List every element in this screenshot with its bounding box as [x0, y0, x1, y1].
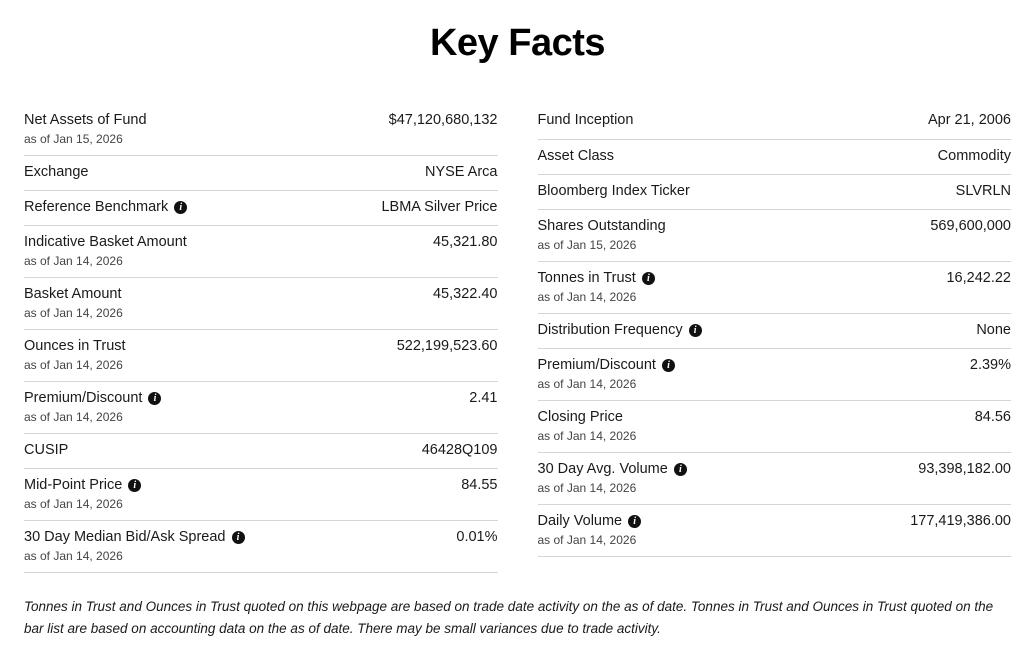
key-fact-asof-date: as of Jan 14, 2026: [537, 377, 637, 391]
key-fact-value: SLVRLN: [955, 183, 1011, 199]
key-fact-asof-date: as of Jan 14, 2026: [24, 306, 123, 320]
key-fact-label-line: [538, 408, 637, 427]
key-fact-row: [24, 109, 498, 156]
key-fact-label: 30 Day Median Bid/Ask Spread: [24, 529, 226, 545]
info-icon[interactable]: i: [662, 359, 675, 372]
key-fact-label-line: [24, 163, 89, 182]
key-fact-label-group: [24, 285, 133, 321]
info-icon[interactable]: i: [232, 531, 245, 544]
key-fact-label-line: [24, 528, 245, 547]
key-fact-label-line: [538, 182, 690, 201]
key-fact-label-group: [538, 512, 652, 548]
key-fact-asof-date: as of Jan 14, 2026: [24, 358, 123, 372]
key-fact-label-group: [538, 269, 665, 305]
key-fact-label-line: [24, 285, 123, 304]
key-fact-label-line: [538, 111, 634, 130]
key-fact-label-line: [538, 217, 666, 236]
key-fact-label: 30 Day Avg. Volume: [537, 461, 668, 477]
key-fact-value: 45,322.40: [432, 286, 498, 302]
key-fact-label: Mid-Point Price: [24, 477, 123, 493]
key-fact-label-line: [538, 460, 687, 479]
key-fact-label-line: [24, 441, 68, 460]
key-fact-row: [538, 109, 1012, 140]
key-fact-row: [538, 349, 1012, 401]
key-fact-label: Closing Price: [537, 409, 623, 425]
key-fact-row: [24, 330, 498, 382]
key-fact-label-group: [538, 182, 700, 201]
key-fact-asof-date: as of Jan 14, 2026: [537, 533, 637, 547]
key-fact-row: [538, 262, 1012, 314]
key-fact-label-group: [24, 111, 157, 147]
key-fact-label-line: [538, 321, 702, 340]
key-fact-label: Premium/Discount: [24, 390, 143, 406]
key-fact-row: [24, 434, 498, 469]
key-fact-value: 84.55: [461, 477, 498, 493]
key-fact-label-group: [24, 528, 255, 564]
key-fact-asof-date: as of Jan 14, 2026: [537, 481, 637, 495]
key-fact-label-line: [538, 356, 675, 375]
key-fact-value: 16,242.22: [946, 270, 1011, 286]
key-fact-label-group: [24, 233, 197, 269]
key-fact-label-group: [24, 198, 197, 217]
key-fact-value: 46428Q109: [421, 442, 498, 458]
key-fact-value: LBMA Silver Price: [381, 199, 498, 215]
key-fact-row: [24, 191, 498, 226]
key-fact-label-group: [538, 321, 712, 340]
key-fact-label-group: [538, 356, 685, 392]
key-fact-label-line: [24, 198, 187, 217]
info-icon[interactable]: i: [128, 479, 141, 492]
key-fact-value: $47,120,680,132: [388, 112, 498, 128]
key-fact-label: Tonnes in Trust: [537, 270, 636, 286]
info-icon[interactable]: i: [174, 201, 187, 214]
key-fact-row: [538, 314, 1012, 349]
key-fact-value: 45,321.80: [432, 234, 498, 250]
info-icon[interactable]: i: [689, 324, 702, 337]
info-icon[interactable]: i: [628, 515, 641, 528]
key-fact-row: [538, 140, 1012, 175]
page-title: Key Facts: [429, 22, 606, 64]
key-fact-label: Net Assets of Fund: [24, 112, 147, 128]
key-fact-row: [24, 382, 498, 434]
key-fact-row: [24, 521, 498, 573]
key-fact-row: [538, 210, 1012, 262]
info-icon[interactable]: i: [148, 392, 161, 405]
key-fact-label-group: [24, 337, 136, 373]
key-fact-row: [538, 175, 1012, 210]
info-icon[interactable]: i: [674, 463, 687, 476]
footnote: Tonnes in Trust and Ounces in Trust quoted on this webpage are based on trade date activity on the as of date. Tonnes in Trust and Ounces in Trust quoted on the bar list are based on accounting data on the as of date. There may be small variances due to trade activity.: [24, 599, 994, 636]
key-fact-label: Basket Amount: [24, 286, 122, 302]
key-fact-asof-date: as of Jan 14, 2026: [24, 549, 123, 563]
key-fact-row: [24, 278, 498, 330]
key-fact-label: Exchange: [24, 164, 89, 180]
key-fact-value: None: [976, 322, 1011, 338]
key-fact-asof-date: as of Jan 15, 2026: [537, 238, 637, 252]
key-fact-label: Shares Outstanding: [537, 218, 666, 234]
key-fact-row: [24, 469, 498, 521]
key-fact-asof-date: as of Jan 14, 2026: [24, 410, 123, 424]
info-icon[interactable]: i: [642, 272, 655, 285]
key-fact-label: CUSIP: [24, 442, 69, 458]
key-fact-label-group: [538, 217, 676, 253]
key-fact-label-group: [24, 476, 151, 512]
key-fact-label-line: [24, 233, 187, 252]
key-fact-label: Indicative Basket Amount: [24, 234, 187, 250]
key-fact-value: 84.56: [974, 409, 1011, 425]
key-fact-label: Premium/Discount: [537, 357, 656, 373]
key-fact-label-group: [538, 111, 644, 130]
key-fact-value: 93,398,182.00: [918, 461, 1011, 477]
key-fact-label-line: [24, 337, 126, 356]
key-facts-right-column: [538, 109, 1012, 573]
key-fact-label-group: [538, 460, 697, 496]
key-fact-row: [538, 505, 1012, 557]
key-fact-label-group: [24, 163, 99, 182]
key-fact-asof-date: as of Jan 14, 2026: [537, 429, 637, 443]
key-fact-label-group: [538, 408, 647, 444]
key-fact-label-line: [538, 147, 615, 166]
key-fact-label: Distribution Frequency: [537, 322, 683, 338]
key-fact-value: 569,600,000: [930, 218, 1011, 234]
key-fact-label: Daily Volume: [537, 513, 623, 529]
key-fact-label: Reference Benchmark: [24, 199, 169, 215]
key-fact-asof-date: as of Jan 15, 2026: [24, 132, 123, 146]
key-facts-left-column: [24, 109, 498, 573]
key-fact-label-line: [24, 476, 141, 495]
key-fact-value: NYSE Arca: [424, 164, 498, 180]
key-fact-value: 2.39%: [969, 357, 1011, 373]
key-fact-label-line: [24, 111, 147, 130]
key-fact-label: Fund Inception: [537, 112, 634, 128]
key-fact-label-group: [24, 441, 78, 460]
key-fact-asof-date: as of Jan 14, 2026: [24, 254, 123, 268]
key-facts-page: [0, 22, 1035, 658]
key-fact-asof-date: as of Jan 14, 2026: [24, 497, 123, 511]
key-facts-columns: [24, 109, 1011, 573]
key-fact-label-line: [24, 389, 161, 408]
key-fact-label: Ounces in Trust: [24, 338, 126, 354]
key-fact-row: [24, 226, 498, 278]
key-fact-value: Apr 21, 2006: [927, 112, 1011, 128]
key-fact-value: 177,419,386.00: [910, 513, 1011, 529]
key-fact-row: [538, 453, 1012, 505]
key-fact-row: [538, 401, 1012, 453]
key-fact-asof-date: as of Jan 14, 2026: [537, 290, 637, 304]
key-fact-value: Commodity: [937, 148, 1011, 164]
key-fact-label-line: [538, 269, 655, 288]
key-fact-value: 0.01%: [456, 529, 498, 545]
key-fact-label-group: [24, 389, 171, 425]
key-fact-label: Bloomberg Index Ticker: [537, 183, 690, 199]
key-fact-label: Asset Class: [537, 148, 615, 164]
key-fact-row: [24, 156, 498, 191]
key-fact-label-line: [538, 512, 642, 531]
key-fact-value: 522,199,523.60: [396, 338, 498, 354]
key-fact-label-group: [538, 147, 625, 166]
key-fact-value: 2.41: [469, 390, 498, 406]
